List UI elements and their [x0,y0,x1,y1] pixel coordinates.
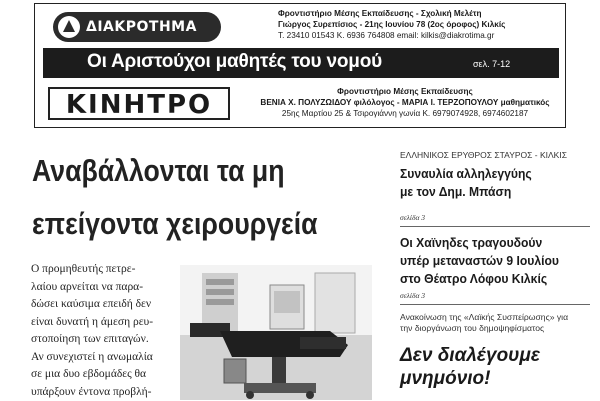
title-line: Οι Χαϊνηδες τραγουδούν [400,234,584,252]
diakrotima-ad [35,4,565,46]
title-line: Συναυλία αλληλεγγύης [400,165,584,183]
kinitro-ad [35,82,565,126]
logo-text: ΔΙΑΚΡΟΤΗΜΑ [86,19,197,35]
title-line: στο Θέατρο Λόφου Κιλκίς [400,270,584,288]
main-headline[interactable] [32,144,324,250]
kinitro-logo: ΚΙΝΗΤΡΟ [48,87,230,120]
body-line: σε μια δυο εβδομάδες θα [31,366,171,384]
title-line: μνημόνιο! [400,367,600,390]
title-line: με τον Δημ. Μπάση [400,183,584,201]
sidebar-story-2-title[interactable] [400,234,584,288]
ad2-line2: ΒΕΝΙΑ Χ. ΠΟΛΥΖΩΙΔΟΥ φιλόλογος - ΜΑΡΙΑ Ι. ΤΕΡΖΟΠΟΥΛΟΥ μαθηματικός [249,97,561,108]
divider [400,226,590,227]
headline-line: επείγοντα χειρουργεία [32,197,324,250]
top-students-banner[interactable] [43,48,559,78]
intro-line: την διοργάνωση του δημοψηφίσματος [400,323,596,334]
sidebar-story-3-intro [400,312,596,334]
article-body [31,261,171,401]
intro-line: Ανακοίνωση της «Λαϊκής Συσπείρωσης» για [400,312,596,323]
banner-title: Οι Αριστούχοι μαθητές του νομού [87,51,382,73]
divider [400,304,590,305]
ad1-line2: Γιώργος Συρεπίσιος - 21ης Ιουνίου 78 (2ος όροφος) Κιλκίς [278,19,505,30]
diakrotima-logo [53,12,221,42]
kinitro-info [249,86,561,119]
sidebar-story-1-title[interactable] [400,165,584,201]
ad2-line3: 25ης Μαρτίου 25 & Τσιρογιάννη γωνία Κ. 6979074928, 6974602187 [249,108,561,119]
body-line: στοποίηση των επιταγών. [31,331,171,349]
diakrotima-info [278,8,505,41]
body-line: λαίου αρνείται να παρα- [31,279,171,297]
body-line: Ο προμηθευτής πετρε- [31,261,171,279]
headline-line: Αναβάλλονται τα μη [32,144,324,197]
body-line: δώσει καύσιμα επειδή δεν [31,296,171,314]
sidebar-story-3-title[interactable] [400,344,600,390]
operating-room-illustration [180,265,372,400]
banner-pages: σελ. 7-12 [473,59,510,69]
ad1-line3: Τ. 23410 01543 Κ. 6936 764808 email: kilkis@diakrotima.gr [278,30,505,41]
advertisement-box [34,3,566,128]
ad1-line1: Φροντιστήριο Μέσης Εκπαίδευσης - Σχολική Μελέτη [278,8,505,19]
ad2-line1: Φροντιστήριο Μέσης Εκπαίδευσης [249,86,561,97]
story-1-page-ref: σελίδα 3 [400,213,425,222]
title-line: υπέρ μεταναστών 9 Ιουλίου [400,252,584,270]
body-line: υπάρξουν έντονα προβλή- [31,384,171,401]
title-line: Δεν διαλέγουμε [400,344,600,367]
triangle-icon [58,16,80,38]
body-line: Αν συνεχιστεί η ανωμαλία [31,349,171,367]
operating-room-photo [180,265,372,400]
sidebar-kicker: ΕΛΛΗΝΙΚΟΣ ΕΡΥΘΡΟΣ ΣΤΑΥΡΟΣ - ΚΙΛΚΙΣ [400,150,567,160]
body-line: είναι δυνατή η άμεση ρευ- [31,314,171,332]
story-2-page-ref: σελίδα 3 [400,291,425,300]
